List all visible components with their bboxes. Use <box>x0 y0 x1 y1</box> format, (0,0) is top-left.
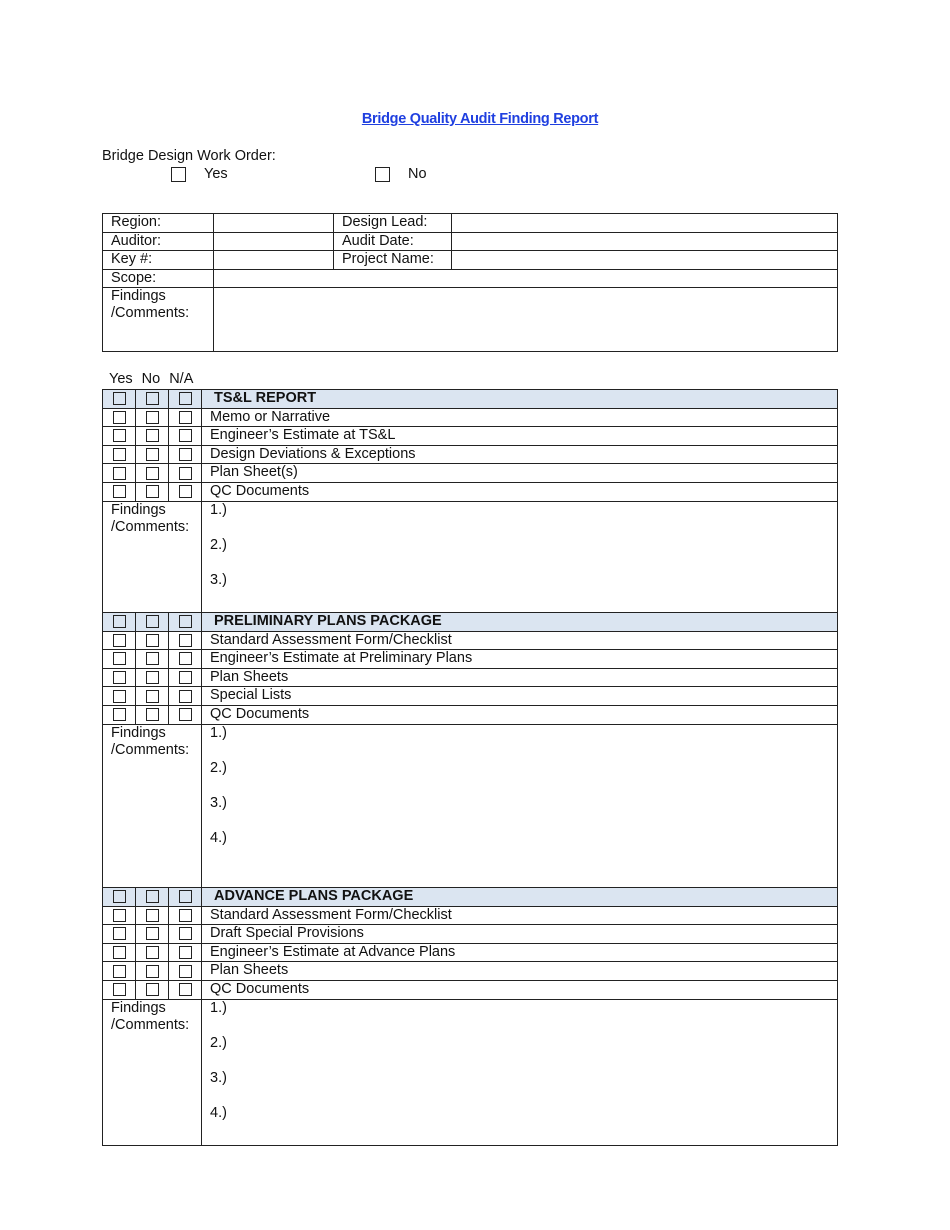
no-checkbox[interactable] <box>146 467 159 480</box>
na-checkbox[interactable] <box>179 429 192 442</box>
cell-na <box>169 613 202 632</box>
cell-yes <box>103 613 136 632</box>
cell-no <box>136 427 169 446</box>
design-lead-field[interactable] <box>452 214 838 233</box>
cell-no <box>136 962 169 981</box>
na-checkbox[interactable] <box>179 671 192 684</box>
checklist-row <box>103 668 838 687</box>
findings-row <box>103 501 838 612</box>
findings-row <box>103 724 838 887</box>
cell-na <box>169 906 202 925</box>
cell-na <box>169 445 202 464</box>
cell-na <box>169 631 202 650</box>
project-name-field[interactable] <box>452 251 838 270</box>
page-title: Bridge Quality Audit Finding Report <box>361 111 599 127</box>
yes-checkbox[interactable] <box>113 411 126 424</box>
yes-checkbox[interactable] <box>113 965 126 978</box>
design-lead-label: Design Lead: <box>334 214 452 233</box>
findings-label: Findings /Comments: <box>103 999 202 1145</box>
findings-comments[interactable] <box>202 724 838 887</box>
finding-number: 1.) <box>210 999 227 1016</box>
section-table <box>102 612 838 888</box>
checklist-item-label: Engineer’s Estimate at TS&L <box>202 427 838 446</box>
audit-date-label: Audit Date: <box>334 232 452 251</box>
findings-label: Findings /Comments: <box>103 501 202 612</box>
finding-number: 4.) <box>210 829 227 846</box>
work-order-yes-checkbox[interactable] <box>171 167 186 182</box>
na-checkbox[interactable] <box>179 708 192 721</box>
checklist-item-label: Memo or Narrative <box>202 408 838 427</box>
cell-yes <box>103 962 136 981</box>
section-title: ADVANCE PLANS PACKAGE <box>202 888 838 907</box>
findings-label: Findings /Comments: <box>103 288 214 352</box>
no-checkbox[interactable] <box>146 983 159 996</box>
na-checkbox[interactable] <box>179 652 192 665</box>
yes-checkbox[interactable] <box>113 983 126 996</box>
no-checkbox[interactable] <box>146 429 159 442</box>
checklist-row <box>103 962 838 981</box>
cell-no <box>136 650 169 669</box>
cell-no <box>136 705 169 724</box>
cell-na <box>169 943 202 962</box>
checklist-row <box>103 650 838 669</box>
findings-label: Findings /Comments: <box>103 724 202 887</box>
na-checkbox[interactable] <box>179 890 192 903</box>
section-header-row <box>103 390 838 409</box>
no-checkbox[interactable] <box>146 671 159 684</box>
finding-number: 3.) <box>210 1069 227 1086</box>
no-checkbox[interactable] <box>146 890 159 903</box>
cell-yes <box>103 906 136 925</box>
na-checkbox[interactable] <box>179 927 192 940</box>
na-checkbox[interactable] <box>179 485 192 498</box>
cell-yes <box>103 668 136 687</box>
yes-checkbox[interactable] <box>113 467 126 480</box>
cell-no <box>136 668 169 687</box>
findings-comments[interactable] <box>202 501 838 612</box>
no-checkbox[interactable] <box>146 615 159 628</box>
checklist-item-label: Draft Special Provisions <box>202 925 838 944</box>
work-order-no-checkbox[interactable] <box>375 167 390 182</box>
no-checkbox[interactable] <box>146 448 159 461</box>
work-order-label: Bridge Design Work Order: <box>102 148 276 164</box>
na-checkbox[interactable] <box>179 467 192 480</box>
cell-no <box>136 687 169 706</box>
auditor-label: Auditor: <box>103 232 214 251</box>
finding-number: 2.) <box>210 1034 227 1051</box>
key-field[interactable] <box>214 251 334 270</box>
yes-checkbox[interactable] <box>113 708 126 721</box>
cell-na <box>169 888 202 907</box>
yes-checkbox[interactable] <box>113 890 126 903</box>
cell-yes <box>103 482 136 501</box>
no-checkbox[interactable] <box>146 708 159 721</box>
no-checkbox[interactable] <box>146 927 159 940</box>
cell-yes <box>103 408 136 427</box>
region-field[interactable] <box>214 214 334 233</box>
cell-na <box>169 427 202 446</box>
cell-na <box>169 705 202 724</box>
auditor-field[interactable] <box>214 232 334 251</box>
cell-no <box>136 390 169 409</box>
checklist-row <box>103 464 838 483</box>
region-label: Region: <box>103 214 214 233</box>
work-order-no-option[interactable] <box>375 166 427 182</box>
checklist-item-label: Standard Assessment Form/Checklist <box>202 906 838 925</box>
cell-na <box>169 408 202 427</box>
yes-checkbox[interactable] <box>113 429 126 442</box>
yes-checkbox[interactable] <box>113 909 126 922</box>
na-checkbox[interactable] <box>179 634 192 647</box>
work-order-yes-label: Yes <box>204 166 228 182</box>
cell-yes <box>103 464 136 483</box>
cell-no <box>136 906 169 925</box>
yes-checkbox[interactable] <box>113 927 126 940</box>
column-headers <box>109 371 193 387</box>
audit-date-field[interactable] <box>452 232 838 251</box>
cell-no <box>136 925 169 944</box>
no-checkbox[interactable] <box>146 634 159 647</box>
na-checkbox[interactable] <box>179 448 192 461</box>
cell-no <box>136 464 169 483</box>
no-checkbox[interactable] <box>146 485 159 498</box>
cell-yes <box>103 687 136 706</box>
section-header-row <box>103 888 838 907</box>
cell-na <box>169 687 202 706</box>
yes-checkbox[interactable] <box>113 671 126 684</box>
checklist-item-label: Plan Sheet(s) <box>202 464 838 483</box>
findings-row <box>103 999 838 1145</box>
cell-na <box>169 668 202 687</box>
checklist-item-label: Engineer’s Estimate at Preliminary Plans <box>202 650 838 669</box>
col-na: N/A <box>169 371 194 387</box>
cell-na <box>169 925 202 944</box>
section-title: TS&L REPORT <box>202 390 838 409</box>
yes-checkbox[interactable] <box>113 946 126 959</box>
checklist-row <box>103 980 838 999</box>
scope-field[interactable] <box>214 269 838 288</box>
work-order-no-label: No <box>408 166 427 182</box>
yes-checkbox[interactable] <box>113 652 126 665</box>
section-table <box>102 887 838 1146</box>
checklist-row <box>103 445 838 464</box>
key-label: Key #: <box>103 251 214 270</box>
checklist-row <box>103 631 838 650</box>
na-checkbox[interactable] <box>179 965 192 978</box>
project-name-label: Project Name: <box>334 251 452 270</box>
yes-checkbox[interactable] <box>113 392 126 405</box>
findings-field[interactable] <box>214 288 838 352</box>
yes-checkbox[interactable] <box>113 485 126 498</box>
cell-yes <box>103 943 136 962</box>
cell-na <box>169 962 202 981</box>
na-checkbox[interactable] <box>179 909 192 922</box>
na-checkbox[interactable] <box>179 411 192 424</box>
info-table <box>102 213 838 352</box>
section-table <box>102 389 838 613</box>
checklist-row <box>103 687 838 706</box>
no-checkbox[interactable] <box>146 392 159 405</box>
cell-yes <box>103 888 136 907</box>
cell-no <box>136 408 169 427</box>
cell-na <box>169 464 202 483</box>
cell-yes <box>103 705 136 724</box>
work-order-yes-option[interactable] <box>171 166 228 182</box>
cell-yes <box>103 445 136 464</box>
no-checkbox[interactable] <box>146 909 159 922</box>
findings-comments[interactable] <box>202 999 838 1145</box>
na-checkbox[interactable] <box>179 946 192 959</box>
cell-na <box>169 390 202 409</box>
cell-yes <box>103 427 136 446</box>
yes-checkbox[interactable] <box>113 448 126 461</box>
checklist-item-label: Special Lists <box>202 687 838 706</box>
na-checkbox[interactable] <box>179 690 192 703</box>
cell-yes <box>103 980 136 999</box>
na-checkbox[interactable] <box>179 392 192 405</box>
cell-na <box>169 482 202 501</box>
checklist-item-label: Plan Sheets <box>202 962 838 981</box>
no-checkbox[interactable] <box>146 946 159 959</box>
no-checkbox[interactable] <box>146 652 159 665</box>
finding-number: 3.) <box>210 571 227 588</box>
checklist-row <box>103 925 838 944</box>
checklist-item-label: QC Documents <box>202 705 838 724</box>
cell-no <box>136 445 169 464</box>
checklist-row <box>103 482 838 501</box>
finding-number: 1.) <box>210 724 227 741</box>
cell-na <box>169 980 202 999</box>
col-no: No <box>141 371 161 387</box>
cell-yes <box>103 390 136 409</box>
cell-no <box>136 631 169 650</box>
cell-no <box>136 482 169 501</box>
cell-yes <box>103 650 136 669</box>
checklist-row <box>103 705 838 724</box>
checklist-row <box>103 943 838 962</box>
finding-number: 3.) <box>210 794 227 811</box>
cell-yes <box>103 925 136 944</box>
no-checkbox[interactable] <box>146 965 159 978</box>
section-header-row <box>103 613 838 632</box>
checklist-row <box>103 408 838 427</box>
yes-checkbox[interactable] <box>113 690 126 703</box>
cell-no <box>136 613 169 632</box>
cell-no <box>136 888 169 907</box>
cell-na <box>169 650 202 669</box>
na-checkbox[interactable] <box>179 983 192 996</box>
checklist-item-label: Design Deviations & Exceptions <box>202 445 838 464</box>
finding-number: 1.) <box>210 501 227 518</box>
cell-yes <box>103 631 136 650</box>
section-title: PRELIMINARY PLANS PACKAGE <box>202 613 838 632</box>
finding-number: 2.) <box>210 759 227 776</box>
cell-no <box>136 943 169 962</box>
yes-checkbox[interactable] <box>113 615 126 628</box>
finding-number: 2.) <box>210 536 227 553</box>
checklist-item-label: Engineer’s Estimate at Advance Plans <box>202 943 838 962</box>
no-checkbox[interactable] <box>146 411 159 424</box>
checklist-item-label: QC Documents <box>202 482 838 501</box>
checklist-item-label: QC Documents <box>202 980 838 999</box>
na-checkbox[interactable] <box>179 615 192 628</box>
no-checkbox[interactable] <box>146 690 159 703</box>
yes-checkbox[interactable] <box>113 634 126 647</box>
checklist-item-label: Standard Assessment Form/Checklist <box>202 631 838 650</box>
checklist-item-label: Plan Sheets <box>202 668 838 687</box>
col-yes: Yes <box>109 371 133 387</box>
cell-no <box>136 980 169 999</box>
finding-number: 4.) <box>210 1104 227 1121</box>
scope-label: Scope: <box>103 269 214 288</box>
checklist-row <box>103 427 838 446</box>
checklist-row <box>103 906 838 925</box>
